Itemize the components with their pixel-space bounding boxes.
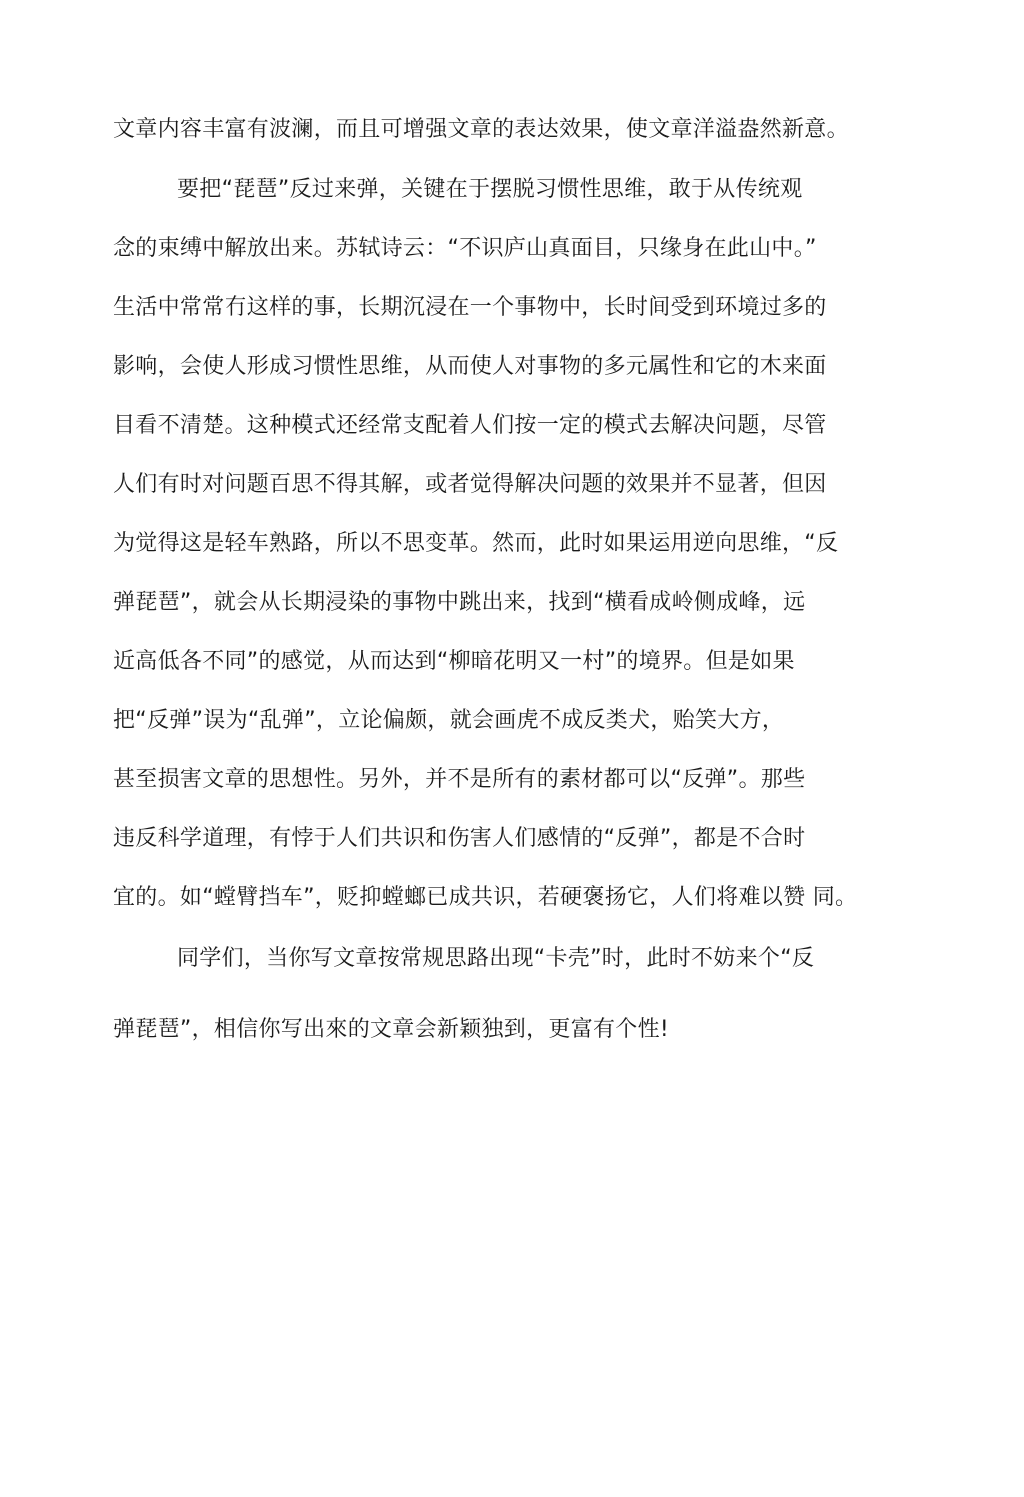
text-line: 生活中常常冇这样的事，长期沉浸在一个事物中，长时间受到环境过多的 bbox=[113, 295, 827, 320]
text-line: 近高低各不同”的感觉，从而达到“柳暗花明又一村”的境界。但是如果 bbox=[113, 649, 795, 674]
text-line: 为觉得这是轻车熟路，所以不思变革。然而，此时如果运用逆向思维，“反 bbox=[113, 531, 839, 556]
text-line: 目看不清楚。这种模式还经常支配着人们按一定的模式去解决问题，尽管 bbox=[113, 413, 827, 438]
text-line: 念的束缚中解放出来。苏轼诗云：“不识庐山真面目，只缘身在此山中。” bbox=[113, 236, 817, 261]
text-line: 甚至损害文章的思想性。另外，并不是所有的素材都可以“反弹”。那些 bbox=[113, 767, 806, 792]
text-line: 人们有时对问题百思不得其解，或者觉得解决问题的效果并不显著，但因 bbox=[113, 472, 827, 497]
paragraph-start-line: 同学们，当你写文章按常规思路出现“卡壳”时，此时不妨来个“反 bbox=[177, 946, 815, 971]
text-line: 违反科学道理，有悖于人们共识和伤害人们感情的“反弹”，都是不合时 bbox=[113, 826, 806, 851]
text-line: 影响，会使人形成习惯性思维，从而使人对事物的多元属性和它的木来面 bbox=[113, 354, 827, 379]
text-line: 弹琵琶”，就会从长期浸染的事物中跳出来，找到“横看成岭侧成峰，远 bbox=[113, 590, 806, 615]
text-line: 宜的。如“螳臂挡车”，贬抑螳螂已成共识，若硬褒扬它，人们将难以赞 同。 bbox=[113, 885, 858, 910]
text-line: 弹琵琶”，相信你写出來的文章会新颖独到，更富有个性! bbox=[113, 1017, 670, 1042]
text-line: 把“反弹”误为“乱弹”，立论偏颇，就会画虎不成反类犬，贻笑大方， bbox=[113, 708, 785, 733]
text-line: 文章内容丰富有波澜，而且可增强文章的表达效果，使文章洋溢盎然新意。 bbox=[113, 117, 849, 142]
paragraph-start-line: 要把“琵琶”反过来弹，关键在于摆脱习惯性思维，敢于从传统观 bbox=[177, 177, 803, 202]
